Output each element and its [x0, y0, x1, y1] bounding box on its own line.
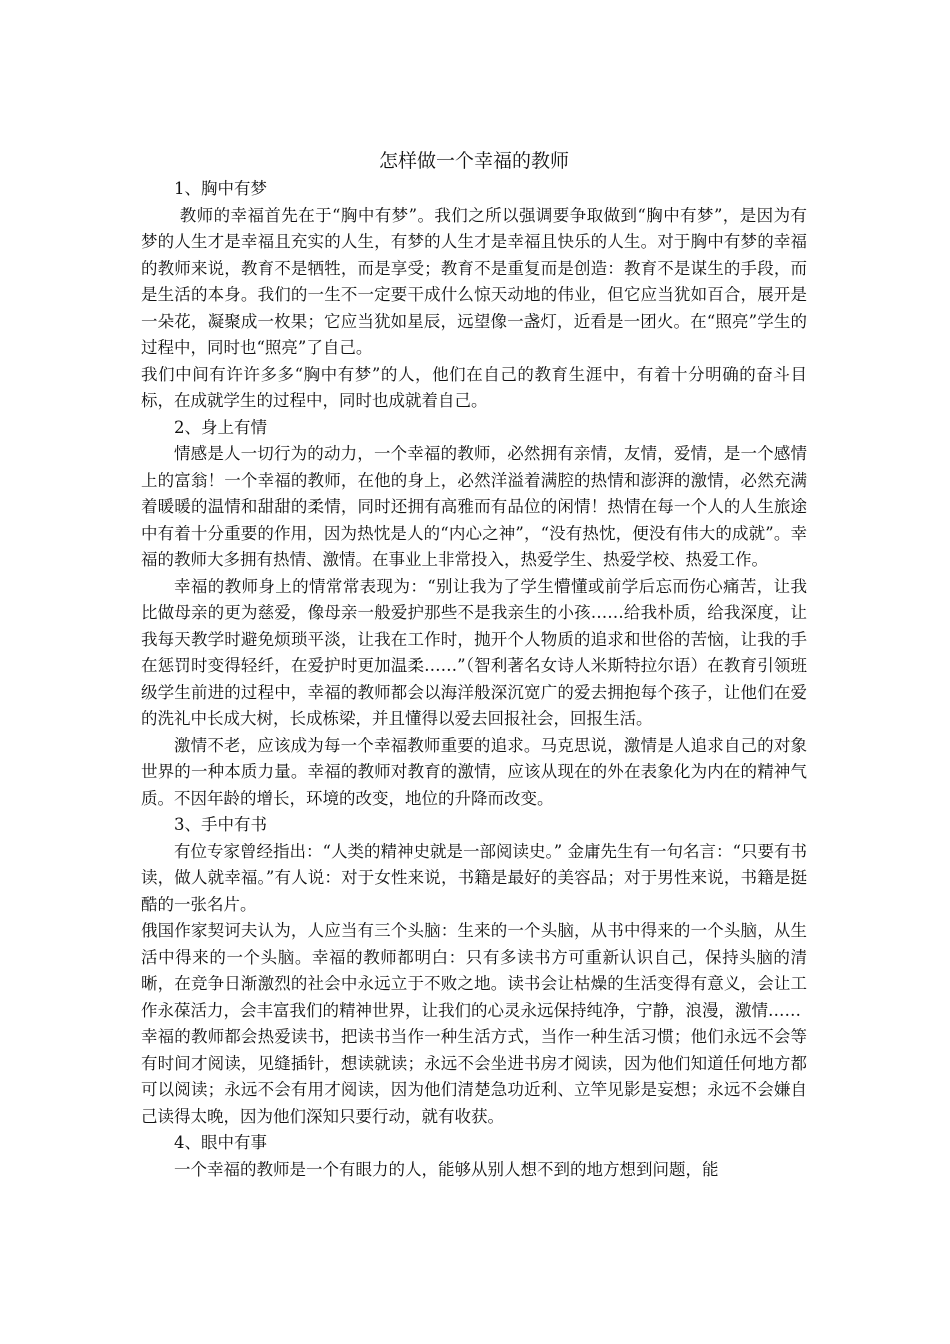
section-heading-3: 3、手中有书 — [174, 815, 267, 834]
document-title: 怎样做一个幸福的教师 — [378, 150, 569, 172]
paragraph: 幸福的教师都会热爱读书，把读书当作一种生活方式，当作一种生活习惯；他们永远不会等有时间才阅读，见缝插针，想读就读；永远不会坐进书房才阅读，因为他们知道任何地方都可以阅读；永远不会有用才阅读，因为他们清楚急功近利、立竿见影是妄想；永远不会嫌自己读得太晚，因为他们深知只要行动，就有收获。 — [141, 1027, 807, 1126]
paragraph: 我们中间有许许多多“胸中有梦”的人，他们在自己的教育生涯中，有着十分明确的奋斗目标，在成就学生的过程中，同时也成就着自己。 — [141, 364, 807, 410]
paragraph: 幸福的教师身上的情常常表现为：“别让我为了学生懵懂或前学后忘而伤心痛苦，让我比做母亲的更为慈爱，像母亲一般爱护那些不是我亲生的小孩……给我朴质，给我深度，让我每天教学时避免烦琐平淡，让我在工作时，抛开个人物质的追求和世俗的苦恼，让我的手在惩罚时变得轻纤，在爱护时更加温柔……”（智利著名女诗人米斯特拉尔语）在教育引领班级学生前进的过程中，幸福的教师都会以海洋般深沉宽广的爱去拥抱每个孩子，让他们在爱的洗礼中长成大树，长成栋梁，并且懂得以爱去回报社会，回报生活。 — [141, 576, 807, 728]
paragraph: 情感是人一切行为的动力，一个幸福的教师，必然拥有亲情，友情，爱情，是一个感情上的富翁！一个幸福的教师，在他的身上，必然洋溢着满腔的热情和澎湃的激情，必然充满着暖暖的温情和甜甜的柔情，同时还拥有高雅而有品位的闲情！热情在每一个人的人生旅途中有着十分重要的作用，因为热忱是人的“内心之神”，“没有热忱，便没有伟大的成就”。幸福的教师大多拥有热情、激情。在事业上非常投入，热爱学生、热爱学校、热爱工作。 — [141, 444, 807, 569]
document-page — [141, 146, 807, 1183]
paragraph: 有位专家曾经指出：“人类的精神史就是一部阅读史。” 金庸先生有一句名言：“只要有书读，做人就幸福。”有人说：对于女性来说，书籍是最好的美容品；对于男性来说，书籍是挺酷的一张名片。 — [141, 841, 807, 914]
paragraph: 教师的幸福首先在于“胸中有梦”。我们之所以强调要争取做到“胸中有梦”，是因为有梦的人生才是幸福且充实的人生，有梦的人生才是幸福且快乐的人生。对于胸中有梦的幸福的教师来说，教育不是牺牲，而是享受；教育不是重复而是创造：教育不是谋生的手段，而是生活的本身。我们的一生不一定要干成什么惊天动地的伟业，但它应当犹如百合，展开是一朵花，凝聚成一枚果；它应当犹如星辰，远望像一盏灯，近看是一团火。在“照亮”学生的过程中，同时也“照亮”了自己。 — [141, 205, 807, 357]
section-heading-2: 2、身上有情 — [174, 417, 267, 437]
section-heading-4: 4、眼中有事 — [174, 1133, 267, 1152]
section-heading-1: 1、胸中有梦 — [174, 179, 267, 198]
paragraph: 激情不老，应该成为每一个幸福教师重要的追求。马克思说，激情是人追求自己的对象世界的一种本质力量。幸福的教师对教育的激情，应该从现在的外在表象化为内在的精神气质。不因年龄的增长，环境的改变，地位的升降而改变。 — [141, 735, 807, 808]
paragraph: 俄国作家契诃夫认为，人应当有三个头脑：生来的一个头脑，从书中得来的一个头脑，从生活中得来的一个头脑。幸福的教师都明白：只有多读书方可重新认识自己，保持头脑的清晰，在竞争日渐激烈的社会中永远立于不败之地。读书会让枯燥的生活变得有意义，会让工作永葆活力，会丰富我们的精神世界，让我们的心灵永远保持纯净，宁静，浪漫，激情…… — [141, 921, 807, 1020]
paragraph: 一个幸福的教师是一个有眼力的人，能够从别人想不到的地方想到问题，能 — [174, 1159, 719, 1179]
